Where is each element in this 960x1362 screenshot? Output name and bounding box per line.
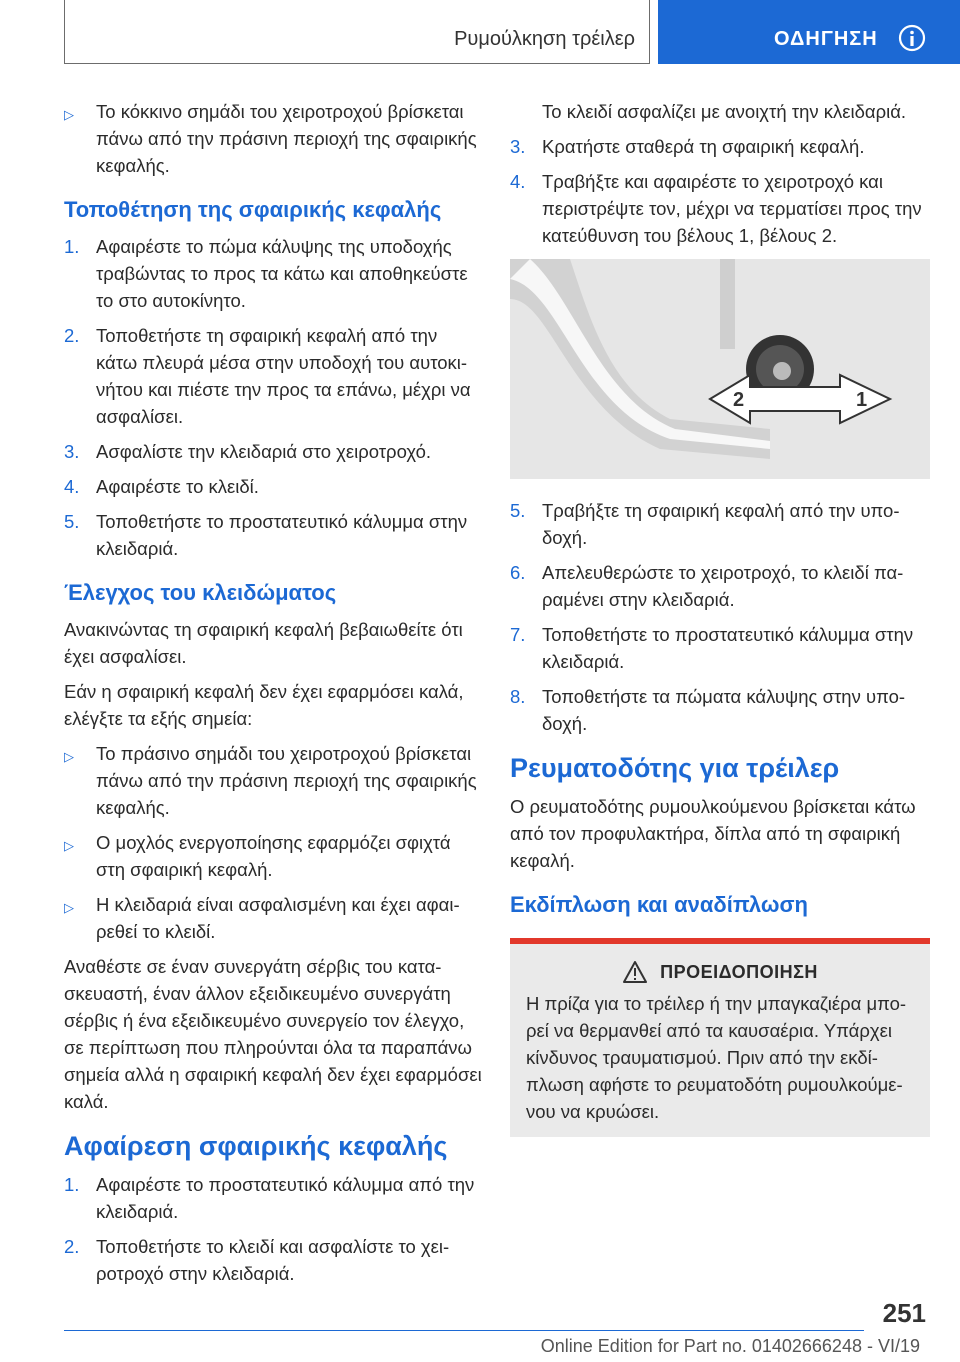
paragraph: Ο ρευματοδότης ρυμουλκούμενου βρίσκεται κάτω από τον προφυλακτήρα, δίπλα από τη σφαιρική κεφαλή. xyxy=(510,796,916,871)
page-number: 251 xyxy=(882,1298,926,1328)
triangle-bullet-icon: ▷ xyxy=(64,749,74,764)
list-item: ▷ Η κλειδαριά είναι ασφαλισμένη και έχει αφαιρεθεί το κλειδί. xyxy=(64,891,482,945)
warning-box xyxy=(510,938,930,1137)
header-title: Ρυμούλκηση τρέιλερ xyxy=(454,28,635,50)
list-item: 2. Τοποθετήστε το κλειδί και ασφαλίστε το χειροτροχό στην κλειδαριά. xyxy=(64,1236,450,1284)
triangle-bullet-icon: ▷ xyxy=(64,900,74,915)
left-column xyxy=(64,98,482,1295)
header-section: ΟΔΗΓΗΣΗ xyxy=(774,28,878,50)
header-title-box xyxy=(64,0,650,64)
info-icon xyxy=(898,24,926,52)
arrow-label-2: 2 xyxy=(733,389,745,411)
list-item: 5. Τοποθετήστε το προστατευτικό κάλυμμα στην κλειδαριά. xyxy=(64,511,468,559)
footer-edition: Online Edition for Part no. 01402666248 - VI/19 xyxy=(540,1336,920,1356)
list-item: 6. Απελευθερώστε το χειροτροχό, το κλειδί παραμένει στην κλειδαριά. xyxy=(510,562,904,610)
list-item: 2. Τοποθετήστε τη σφαιρική κεφαλή από την κάτω πλευρά μέσα στην υποδοχή του αυτοκινήτου και πιέστε την προς τα επάνω, μέχρι να ασφαλίσει. xyxy=(64,325,471,427)
list-item-continued: Το κλειδί ασφαλίζει με ανοιχτή την κλειδαριά. xyxy=(542,101,907,122)
list-item: 7. Τοποθετήστε το προστατευτικό κάλυμμα στην κλειδαριά. xyxy=(510,624,914,672)
heading-check: Έλεγχος του κλειδώματος xyxy=(64,580,337,605)
heading-socket: Ρευματοδότης για τρέιλερ xyxy=(510,753,840,783)
arrow-label-1: 1 xyxy=(856,389,868,411)
list-item: 3. Ασφαλίστε την κλειδαριά στο χειροτροχό. xyxy=(64,441,432,462)
list-item: 4. Τραβήξτε και αφαιρέστε το χειροτροχό και περιστρέψτε τον, μέχρι να τερματίσει προς την κατεύθυνση του βέλους 1, βέλους 2. xyxy=(510,171,922,246)
heading-fit: Τοποθέτηση της σφαιρικής κεφαλής xyxy=(64,197,442,222)
list-item: ▷ Το πράσινο σημάδι του χειροτροχού βρίσκεται πάνω από την πράσινη περιοχή της σφαιρικής κεφαλής. xyxy=(64,740,482,821)
warning-triangle-icon xyxy=(622,960,648,984)
paragraph: Εάν η σφαιρική κεφαλή δεν έχει εφαρμόσει καλά, ελέγξτε τα εξής σημεία: xyxy=(64,681,464,729)
warning-text: Η πρίζα για το τρέιλερ ή την μπαγκαζιέρα μπορεί να θερμανθεί από τα καυσαέρια. Υπάρχει κίνδυνος τραυματισμού. Πριν από την εκδίπλωση αφήστε το ρευματοδότη ρυμουλκούμενου να κρυώσει. xyxy=(526,993,907,1122)
tow-hitch-illustration xyxy=(510,259,930,479)
list-item: ▷ Το κόκκινο σημάδι του χειροτροχού βρίσκεται πάνω από την πράσινη περιοχή της σφαιρικής κεφαλής. xyxy=(64,98,482,179)
right-column xyxy=(510,98,930,1137)
fit-steps xyxy=(64,233,482,562)
footer-divider xyxy=(64,1330,864,1331)
paragraph: Αναθέστε σε έναν συνεργάτη σέρβις του κατασκευαστή, έναν άλλον εξειδικευμένο συνεργάτη σέρβις ή ένα εξειδικευμένο συνεργείο τον έλεγχο, σε περίπτωση που πληρούνται όλα τα παραπάνω σημεία αλλά η σφαιρική κεφαλή δεν έχει εφαρμόσει καλά. xyxy=(64,956,482,1112)
paragraph: Ανακινώντας τη σφαιρική κεφαλή βεβαιωθείτε ότι έχει ασφαλίσει. xyxy=(64,619,463,667)
heading-fold: Εκδίπλωση και αναδίπλωση xyxy=(510,892,808,917)
list-item: 4. Αφαιρέστε το κλειδί. xyxy=(64,476,259,497)
list-item: 8. Τοποθετήστε τα πώματα κάλυψης στην υποδοχή. xyxy=(510,686,906,734)
warning-title: ΠΡΟΕΙΔΟΠΟΙΗΣΗ xyxy=(660,961,818,982)
list-item: 1. Αφαιρέστε το πώμα κάλυψης της υποδοχής τραβώντας το προς τα κάτω και αποθηκεύστε το στο αυτοκίνητο. xyxy=(64,236,468,311)
list-item: ▷ Ο μοχλός ενεργοποίησης εφαρμόζει σφιχτά στη σφαιρική κεφαλή. xyxy=(64,829,482,883)
list-item: 3. Κρατήστε σταθερά τη σφαιρική κεφαλή. xyxy=(510,136,865,157)
list-item: 5. Τραβήξτε τη σφαιρική κεφαλή από την υποδοχή. xyxy=(510,500,900,548)
triangle-bullet-icon: ▷ xyxy=(64,107,74,122)
list-item: 1. Αφαιρέστε το προστατευτικό κάλυμμα από την κλειδαριά. xyxy=(64,1174,475,1222)
warning-header xyxy=(526,960,914,984)
tow-hitch-figure xyxy=(510,259,930,479)
header-section-box xyxy=(658,0,960,64)
heading-remove: Αφαίρεση σφαιρικής κεφαλής xyxy=(64,1131,448,1161)
triangle-bullet-icon: ▷ xyxy=(64,838,74,853)
